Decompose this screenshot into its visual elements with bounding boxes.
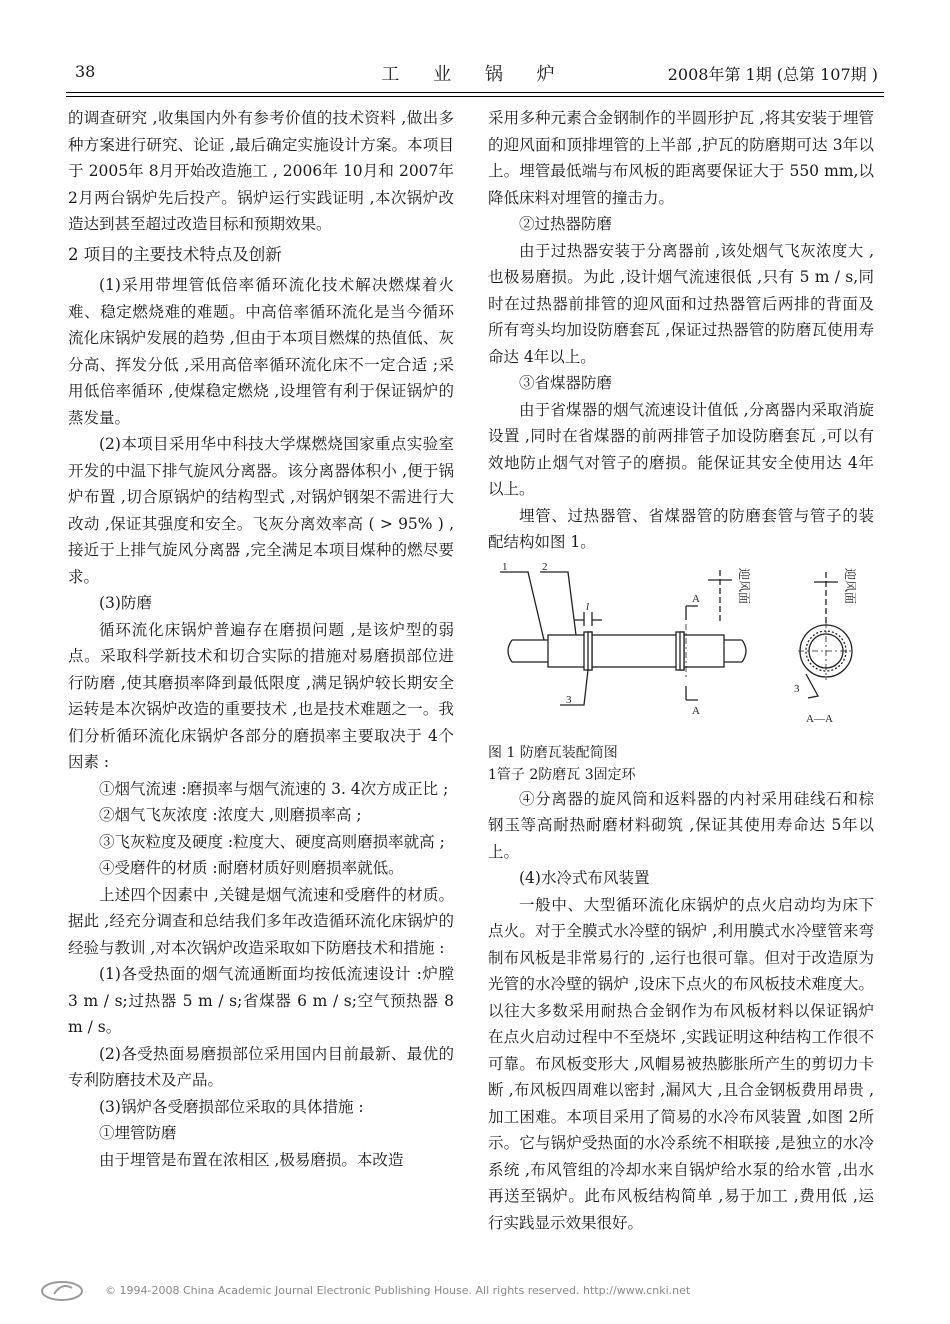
publisher-logo — [40, 1278, 95, 1304]
label-section-bottom: A — [692, 704, 700, 717]
paragraph: 由于过热器安装于分离器前 ,该处烟气飞灰浓度大 ,也极易磨损。为此 ,设计烟气流速很低 ,只有 5 m / s,同时在过热器前排管的迎风面和过热器管后两排的背面及所有弯头均加设防磨套瓦 ,保证过热器管的防磨瓦使用寿命达 4年以上。 — [488, 241, 874, 366]
journal-title: 工 业 锅 炉 — [381, 64, 569, 85]
subheading: (4)水冷式布风装置 — [519, 869, 650, 887]
label-2: 2 — [542, 561, 548, 573]
subheading: ③省煤器防磨 — [519, 374, 613, 392]
issue-info: 2008年第 1期 (总第 107期 ) — [667, 65, 878, 84]
label-windward-2: 迎风面 — [843, 567, 857, 604]
paragraph: (2)各受热面易磨损部位采用国内目前最新、最优的专利防磨技术及产品。 — [68, 1044, 454, 1089]
list-item: ①烟气流速 :磨损率与烟气流速的 3. 4次方成正比 ; — [99, 779, 449, 798]
header-rule — [66, 92, 884, 93]
paragraph: 循环流化床锅炉普遍存在磨损问题 ,是该炉型的弱点。采取科学新技术和切合实际的措施对易磨损部位进行防磨 ,使其磨损率降到最低限度 ,满足锅炉较长期安全运转是本次锅炉改造的重要技术 ,也是技术难题之一。我们分析循环流化床锅炉各部分的磨损率主要取决于 4个因素 : — [68, 620, 454, 771]
copyright-footer: © 1994-2008 China Academic Journal Electronic Publishing House. All rights reserved. http://www.cnki.net — [105, 1284, 691, 1297]
paragraph: (1)各受热面的烟气流通断面均按低流速设计 :炉膛 3 m / s;过热器 5 m / s;省煤器 6 m / s;空气预热器 8 m / s。 — [68, 965, 454, 1036]
paragraph: 一般中、大型循环流化床锅炉的点火启动均为床下点火。对于全膜式水冷壁的锅炉 ,利用膜式水冷壁管来弯制布风板是非常易行的 ,运行也很可靠。但对于改造原为光管的水冷壁的锅炉 ,设床下点火的布风板技术难度大。以往大多数采用耐热合金钢作为布风板材料以保证锅炉在点火启动过程中不至烧坏 ,实践证明这种结构工作很不可靠。布风板变形大 ,风帽易被热膨胀所产生的剪切力卡断 ,布风板四周难以密封 ,漏风大 ,且合金钢板费用昂贵 ,加工困难。本项目采用了简易的水冷布风装置 ,如图 2所示。它与锅炉受热面的水冷系统不相联接 ,是独立的水冷系统 ,布风管组的冷却水来自锅炉给水泵的给水管 ,出水再送至锅炉。此布风板结构简单 ,易于加工 ,费用低 ,运行实践显示效果很好。 — [488, 895, 874, 1232]
paragraph: ④分离器的旋风筒和返料器的内衬采用硅线石和棕钢玉等高耐热耐磨材料砌筑 ,保证其使用寿命达 5年以上。 — [488, 789, 874, 861]
label-windward-1: 迎风面 — [737, 567, 751, 604]
paragraph: (3)锅炉各受磨损部位采取的具体措施 : — [99, 1097, 364, 1116]
list-item: ④受磨件的材质 :耐磨材质好则磨损率就低。 — [99, 859, 404, 877]
label-3-section: 3 — [794, 682, 800, 695]
section-heading: 2 项目的主要技术特点及创新 — [68, 244, 282, 264]
subheading: ①埋管防磨 — [99, 1124, 177, 1142]
left-column — [68, 105, 454, 1173]
figure-caption: 图 1 防磨瓦装配简图 — [488, 744, 618, 761]
paragraph: 采用多种元素合金钢制作的半圆形护瓦 ,将其安装于埋管的迎风面和顶排埋管的上半部 ,护瓦的防磨期可达 3年以上。埋管最低端与布风板的距离要保证大于 550 mm,以降低床料对埋管的撞击力。 — [488, 109, 874, 207]
paragraph: 上述四个因素中 ,关键是烟气流速和受磨件的材质。据此 ,经充分调查和总结我们多年改造循环流化床锅炉的经验与教训 ,对本次锅炉改造采取如下防磨技术和措施 : — [68, 885, 454, 957]
figure-legend: 1管子 2防磨瓦 3固定环 — [488, 766, 636, 783]
paragraph: 的调查研究 ,收集国内外有参考价值的技术资料 ,做出多种方案进行研究、论证 ,最后确定实施设计方案。本项目于 2005年 8月开始改造施工 , 2006年 10月和 2007年 2月两台锅炉先后投产。锅炉运行实践证明 ,本次锅炉改造达到甚至超过改造目标和预期效果。 — [68, 109, 454, 233]
paragraph: 由于省煤器的烟气流速设计值低 ,分离器内采取消旋设置 ,同时在省煤器的前两排管子加设防磨套瓦 ,可以有效地防止烟气对管子的磨损。能保证其安全使用达 4年以上。 — [488, 400, 874, 498]
label-1: 1 — [502, 561, 508, 573]
label-3: 3 — [566, 693, 572, 706]
label-l: l — [586, 600, 590, 613]
subheading: ②过热器防磨 — [519, 215, 613, 233]
list-item: ②烟气飞灰浓度 :浓度大 ,则磨损率高 ; — [99, 806, 362, 824]
assembly-diagram — [488, 562, 874, 742]
paragraph: (2)本项目采用华中科技大学煤燃烧国家重点实验室开发的中温下排气旋风分离器。该分离器体积小 ,便于锅炉布置 ,切合原锅炉的结构型式 ,对锅炉钢架不需进行大改动 ,保证其强度和安全。飞灰分离效率高 ( > 95% ) ,接近于上排气旋风分离器 ,完全满足本项目煤种的燃尽要求。 — [68, 435, 454, 586]
paragraph: 由于埋管是布置在浓相区 ,极易磨损。本改造 — [99, 1150, 404, 1169]
figure-1 — [488, 562, 874, 786]
paragraph: 埋管、过热器管、省煤器管的防磨套管与管子的装配结构如图 1。 — [488, 506, 874, 551]
paragraph: (1)采用带埋管低倍率循环流化技术解决燃煤着火难、稳定燃烧难的难题。中高倍率循环流化是当今循环流化床锅炉发展的趋势 ,但由于本项目燃煤的热值低、灰分高、挥发分低 ,采用高倍率循环流化床不一定合适 ;采用低倍率循环 ,使煤稳定燃烧 ,设埋管有利于保证锅炉的蒸发量。 — [68, 276, 454, 427]
page-number: 38 — [75, 62, 96, 81]
header-rule-thin — [66, 96, 884, 97]
wear-tile — [548, 635, 724, 667]
label-section-top: A — [692, 592, 700, 605]
label-section-name: A—A — [806, 712, 833, 725]
list-item: ③飞灰粒度及硬度 :粒度大、硬度高则磨损率就高 ; — [99, 832, 445, 851]
subheading: (3)防磨 — [99, 594, 152, 612]
right-column — [488, 105, 874, 1236]
